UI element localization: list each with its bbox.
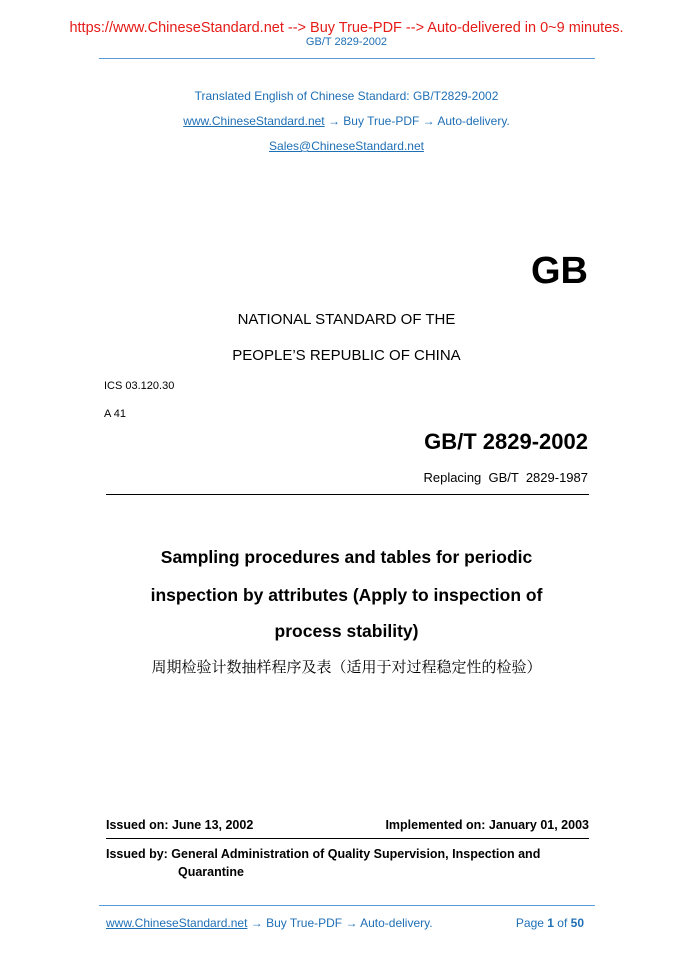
purchase-line [0, 114, 693, 128]
page-label: Page [515, 916, 548, 930]
purchase-text: → Buy True-PDF → Auto-delivery. [324, 114, 510, 128]
of-label: of [553, 916, 571, 930]
promo-banner[interactable]: https://www.ChineseStandard.net --> Buy True-PDF --> Auto-delivered in 0~9 minutes. [69, 20, 624, 36]
issued-by-line2: Quarantine [178, 865, 244, 879]
dates-divider [106, 838, 589, 839]
national-standard-line2: PEOPLE’S REPUBLIC OF CHINA [232, 347, 461, 364]
ics-code: ICS 03.120.30 [104, 380, 175, 392]
footer [106, 916, 584, 930]
footer-divider [99, 905, 595, 906]
issuing-authority [106, 845, 589, 881]
translation-notice: Translated English of Chinese Standard: GB/T2829-2002 [194, 89, 499, 103]
national-standard-line1: NATIONAL STANDARD OF THE [237, 311, 456, 328]
title-line3: process stability) [274, 621, 419, 641]
page-number: 1 [547, 916, 554, 930]
title-divider [106, 494, 589, 495]
dates-row [106, 818, 589, 832]
footer-website-link[interactable]: www.ChineseStandard.net [106, 916, 248, 930]
issued-on-date: Issued on: June 13, 2002 [106, 818, 254, 832]
standard-code: GB/T 2829-2002 [424, 429, 588, 454]
gb-mark: GB [531, 250, 588, 292]
sales-email-link[interactable]: Sales@ChineseStandard.net [269, 139, 424, 153]
classification-code: A 41 [104, 408, 127, 420]
header-standard-id: GB/T 2829-2002 [305, 36, 388, 48]
replacing-note: Replacing GB/T 2829-1987 [423, 470, 588, 485]
title-line1: Sampling procedures and tables for periodic [160, 547, 533, 567]
implemented-on-date: Implemented on: January 01, 2003 [385, 818, 589, 832]
title-line2: inspection by attributes (Apply to inspection of [150, 585, 543, 605]
chinese-title: 周期检验计数抽样程序及表（适用于对过程稳定性的检验） [151, 658, 542, 676]
footer-purchase-text: → Buy True-PDF → Auto-delivery. [247, 916, 433, 930]
issued-by-line1: Issued by: General Administration of Quality Supervision, Inspection and [106, 847, 541, 861]
page-total: 50 [570, 916, 584, 930]
website-link[interactable]: www.ChineseStandard.net [183, 114, 325, 128]
page-indicator [516, 916, 584, 930]
sales-email-line [0, 139, 693, 153]
header-divider [99, 58, 595, 59]
